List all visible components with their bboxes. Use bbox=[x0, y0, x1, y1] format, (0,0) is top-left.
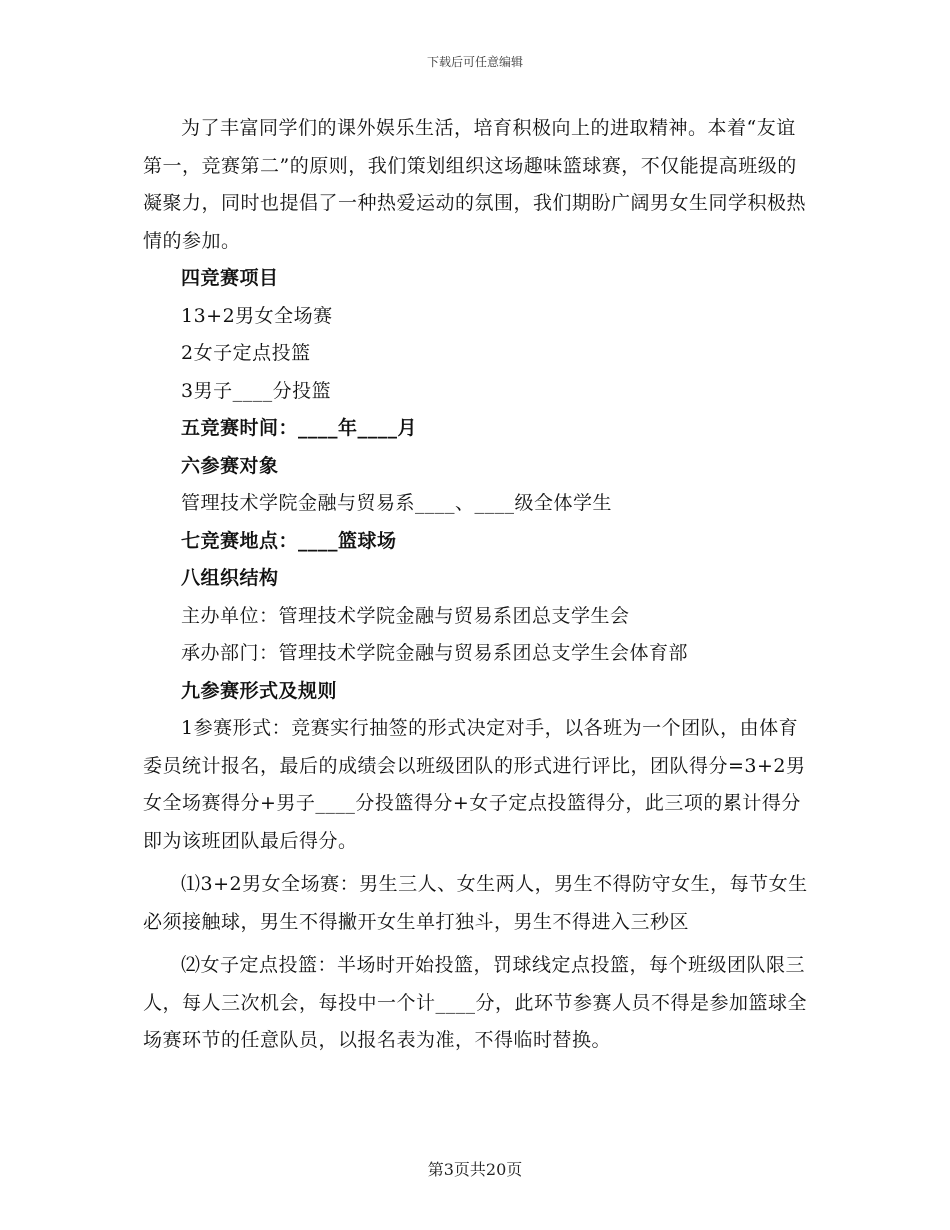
intro-paragraph: 为了丰富同学们的课外娱乐生活，培育积极向上的进取精神。本着“友谊第一，竞赛第二”的原则，我们策划组织这场趣味篮球赛，不仅能提高班级的凝聚力，同时也提倡了一种热爱运动的氛围，我们期盼广阔男女生同学积极热情的参加。 bbox=[143, 117, 807, 252]
section-9-form: 1参赛形式：竞赛实行抽签的形式决定对手，以各班为一个团队，由体育委员统计报名，最后的成绩会以班级团队的形式进行评比，团队得分=3+2男女全场赛得分+男子____分投篮得分+女子定点投篮得分，此三项的累计得分即为该班团队最后得分。 bbox=[143, 717, 806, 852]
section-7-title: 七竞赛地点：____篮球场 bbox=[181, 529, 397, 552]
page-header: 下载后可任意编辑 bbox=[426, 55, 523, 69]
section-4-title: 四竞赛项目 bbox=[181, 267, 279, 289]
section-8-title: 八组织结构 bbox=[181, 567, 279, 589]
section-8-host: 主办单位：管理技术学院金融与贸易系团总支学生会 bbox=[181, 604, 630, 627]
section-9-title: 九参赛形式及规则 bbox=[181, 679, 338, 702]
section-8-organizer: 承办部门：管理技术学院金融与贸易系团总支学生会体育部 bbox=[181, 642, 689, 664]
section-4-item-1: 13+2男女全场赛 bbox=[181, 304, 333, 327]
rule-2: ⑵女子定点投篮：半场时开始投篮，罚球线定点投篮，每个班级团队限三人，每人三次机会，每投中一个计____分，此环节参赛人员不得是参加篮球全场赛环节的任意队员，以报名表为准，不得临时替换。 bbox=[143, 954, 808, 1051]
section-4-item-3: 3男子____分投篮 bbox=[181, 379, 332, 402]
section-6-text: 管理技术学院金融与贸易系____、____级全体学生 bbox=[181, 492, 613, 514]
page-footer: 第3页共20页 bbox=[427, 1160, 523, 1179]
section-6-title: 六参赛对象 bbox=[181, 454, 279, 477]
section-4-item-2: 2女子定点投篮 bbox=[181, 342, 311, 364]
page-content bbox=[143, 110, 808, 1060]
section-5-title: 五竞赛时间：____年____月 bbox=[181, 417, 418, 439]
rule-1: ⑴3+2男女全场赛：男生三人、女生两人，男生不得防守女生，每节女生必须接触球，男生不得撇开女生单打独斗，男生不得进入三秒区 bbox=[143, 873, 808, 933]
